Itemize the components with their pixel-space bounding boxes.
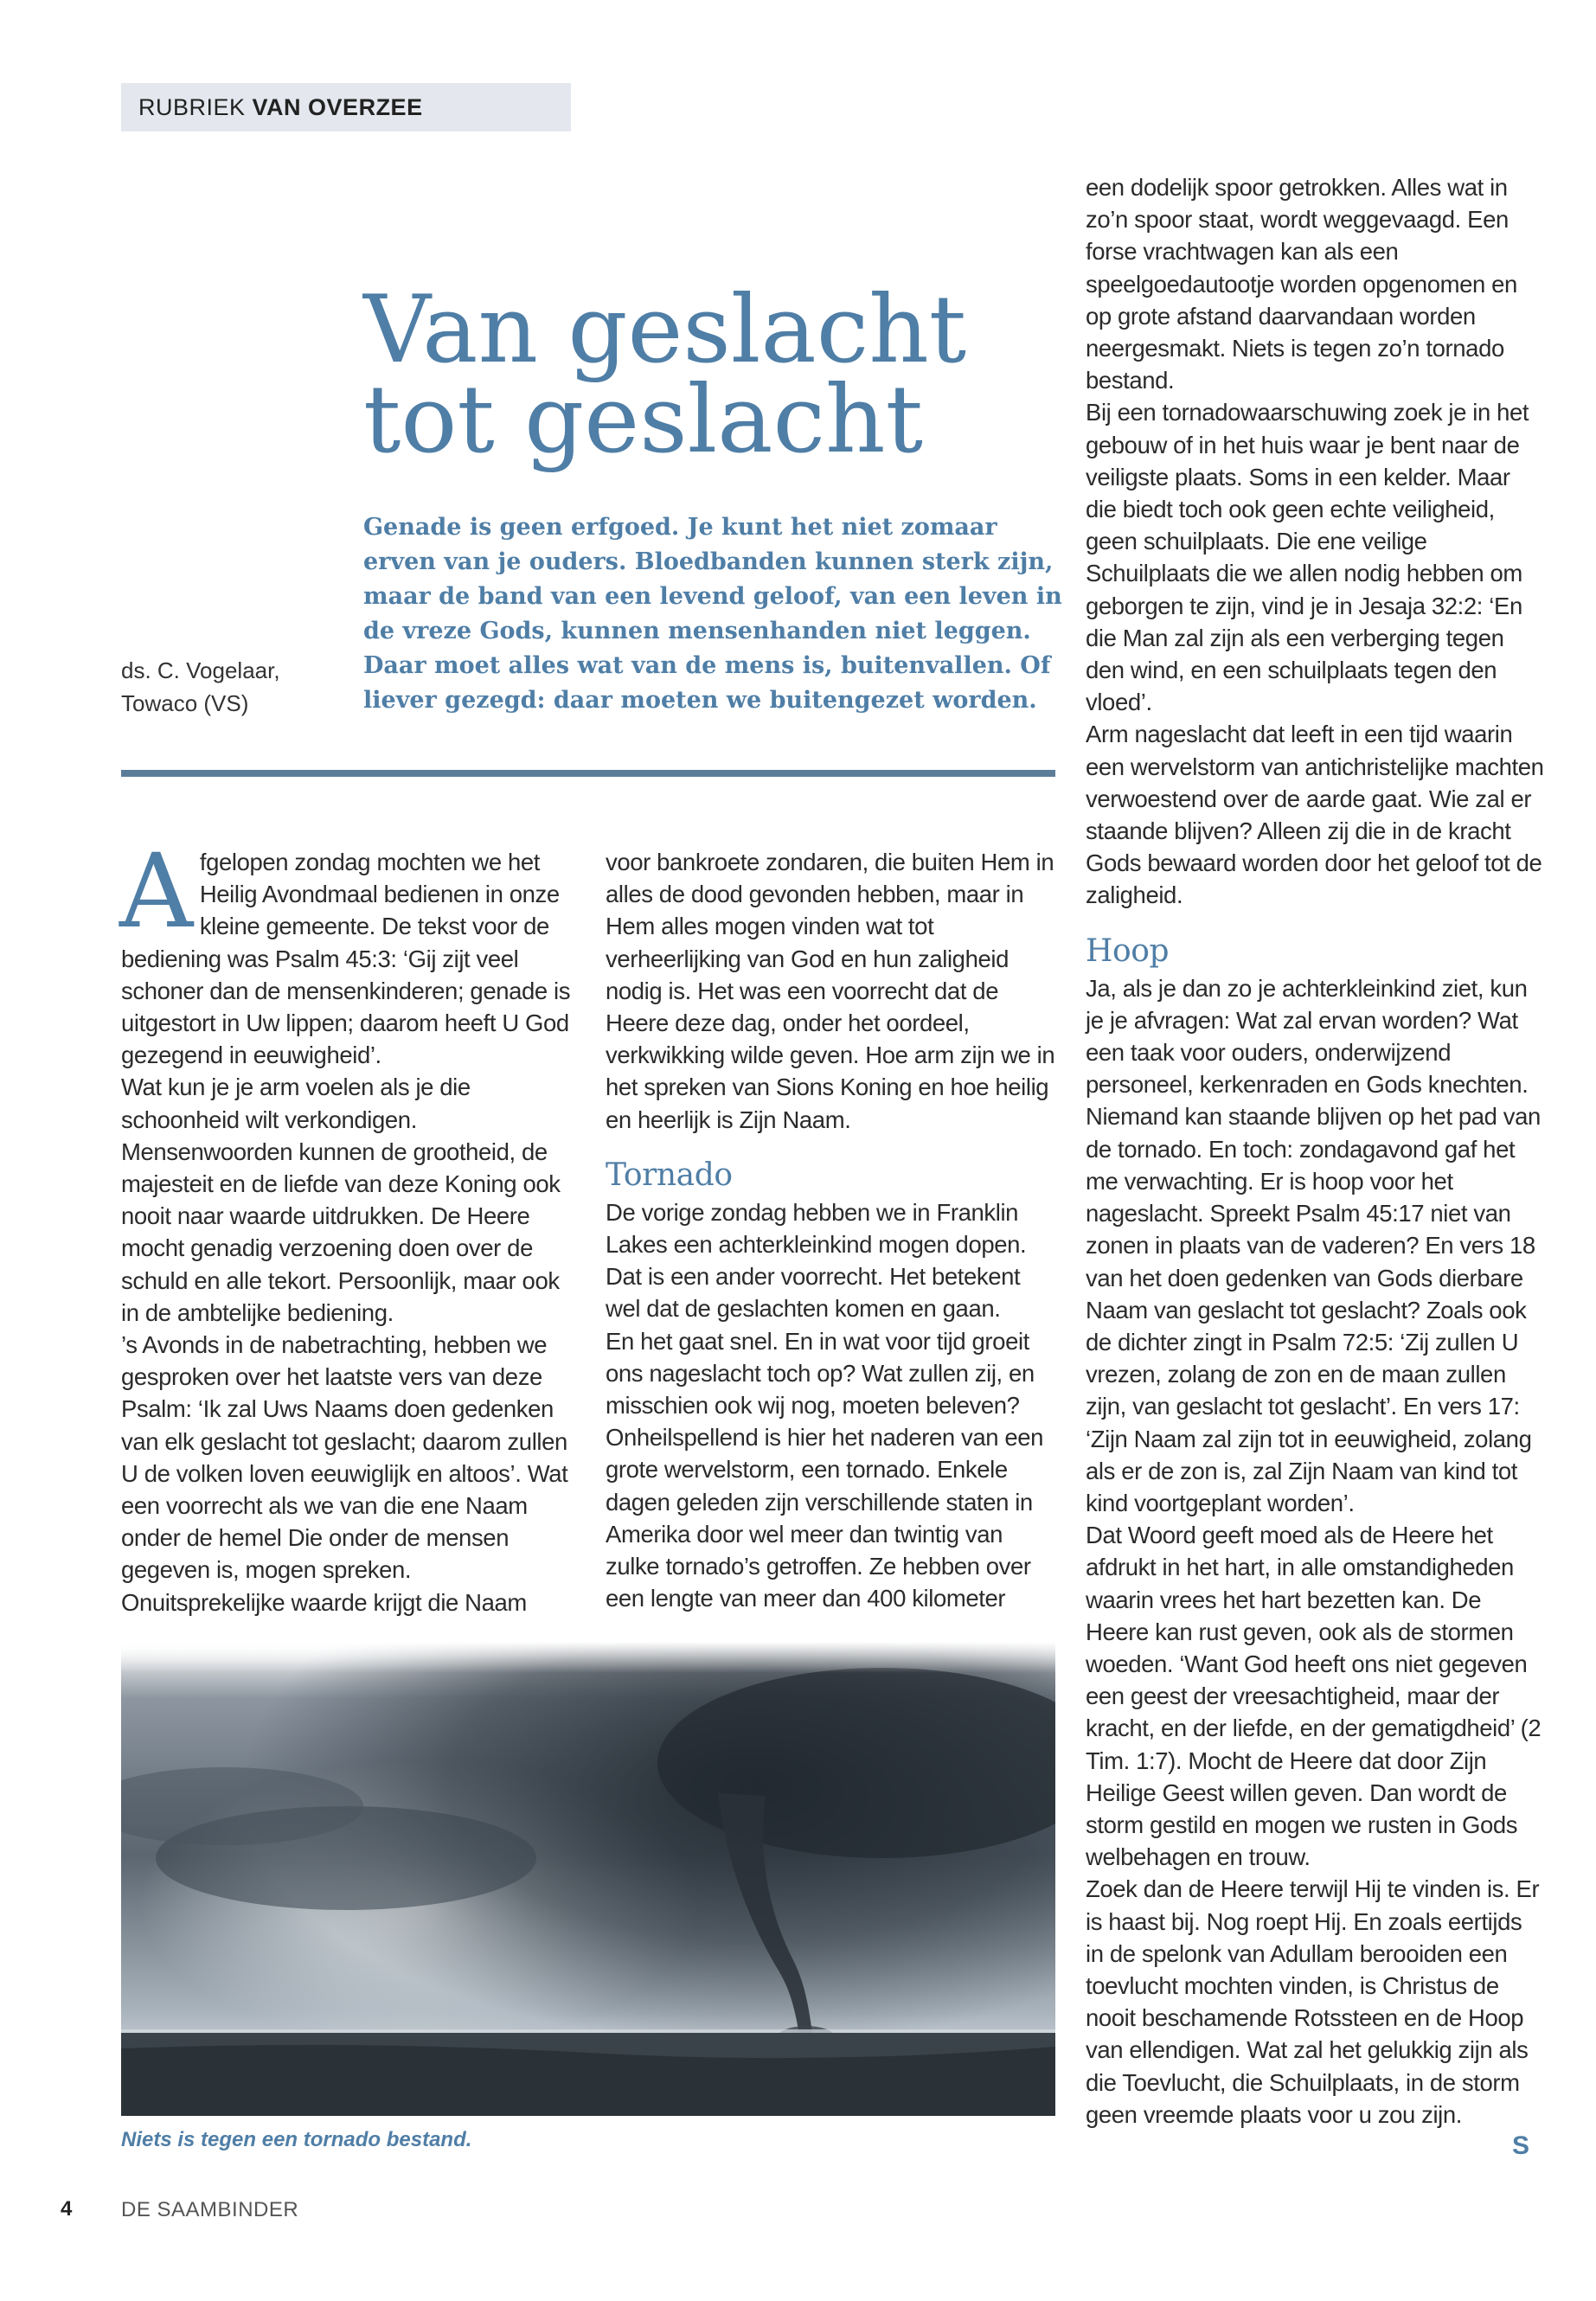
- paragraph: Bij een tornadowaarschuwing zoek je in het gebouw of in het huis waar je bent naar de veiligste plaats. Soms in een kelder. Maar die biedt toch ook geen echte veiligheid, geen schuilplaats. Die ene veilige Schuilplaats die we allen nodig hebben om geborgen te zijn, vind je in Jesaja 32:2: ‘En die Man zal zijn als een verberging tegen den wind, en een schuilplaats tegen den vloed’.: [1086, 399, 1529, 716]
- paragraph: Arm nageslacht dat leeft in een tijd waarin een wervelstorm van antichristelijke machten verwoestend over de aarde gaat. Wie zal er staande blijven? Alleen zij die in de kracht Gods bewaard worden door het geloof tot de zaligheid.: [1086, 721, 1544, 909]
- author-byline: [121, 654, 329, 720]
- paragraph: ’s Avonds in de nabetrachting, hebben we gesproken over het laatste vers van deze Psalm: ‘Ik zal Uws Naams doen gedenken van elk geslacht tot geslacht; daarom zullen U de volken loven eeuwiglijk en altoos’. Wat een voorrecht als we van die ene Naam onder de hemel Die onder de mensen gegeven is, mogen spreken. Onuitsprekelijke waarde krijgt die Naam: [121, 1331, 568, 1616]
- author-place: Towaco (VS): [121, 690, 249, 716]
- paragraph: En het gaat snel. En in wat voor tijd groeit ons nageslacht toch op? Wat zullen zij, en misschien ook wij nog, moeten beleven? Onheilspellend is hier het naderen van een grote wervelstorm, een tornado. Enkele dagen geleden zijn verschillende staten in Amerika door wel meer dan twintig van zulke tornado’s getroffen. Ze hebben over een lengte van meer dan 400 kilometer: [606, 1327, 1044, 1612]
- author-name: ds. C. Vogelaar,: [121, 657, 280, 683]
- drop-cap: A: [119, 831, 193, 951]
- paragraph: De vorige zondag hebben we in Franklin Lakes een achterkleinkind mogen dopen. Dat is een ander voorrecht. Het betekent wel dat de geslachten komen en gaan.: [606, 1198, 1027, 1323]
- title-line-1: Van geslacht: [363, 276, 967, 384]
- title-line-2: tot geslacht: [363, 366, 923, 474]
- subheading-hoop: Hoop: [1086, 933, 1170, 969]
- page-title: [363, 276, 1003, 474]
- subheading-tornado: Tornado: [606, 1157, 733, 1193]
- paragraph: Afgelopen zondag mochten we het Heilig Avondmaal bedienen in onze kleine gemeente. De tekst voor de bediening was Psalm 45:3: ‘Gij zijt veel schoner dan de mensenkinderen; genade is uitgestort in Uw lippen; daarom heeft U God gezegend in eeuwigheid’.: [119, 831, 571, 1069]
- page-number: 4: [61, 2197, 73, 2221]
- tornado-photo: [121, 1642, 1055, 2116]
- rubric-label: [121, 83, 571, 131]
- paragraph: Zoek dan de Heere terwijl Hij te vinden is. Er is haast bij. Nog roept Hij. En zoals eertijds in de spelonk van Adullam berooiden een toevlucht mochten vinden, is Christus de nooit beschamende Rotssteen en de Hoop van ellendigen. Wat zal het gelukkig zijn als die Toevlucht, die Schuilplaats, in de storm geen vreemde plaats voor u zou zijn.: [1086, 1875, 1540, 2128]
- photo-caption: Niets is tegen een tornado bestand.: [121, 2128, 472, 2151]
- article-column-2: [606, 846, 1055, 1614]
- article-column-1: [119, 831, 571, 1618]
- end-mark: S: [1512, 2131, 1530, 2160]
- rubric-name: VAN OVERZEE: [252, 94, 423, 120]
- paragraph: Dat Woord geeft moed als de Heere het afdrukt in het hart, in alle omstandigheden waarin vrees het hart bezetten kan. De Heere kan rust geven, ook als de stormen woeden. ‘Want God heeft ons niet gegeven een geest der vreesachtigheid, maar der kracht, en der liefde, en der gematigdheid’ (2 Tim. 1:7). Mocht de Heere dat door Zijn Heilige Geest willen geven. Dan wordt de storm gestild en mogen we rusten in Gods welbehagen en trouw.: [1086, 1522, 1542, 1871]
- magazine-name: DE SAAMBINDER: [121, 2198, 299, 2221]
- paragraph: Ja, als je dan zo je achterkleinkind ziet, kun je je afvragen: Wat zal ervan worden? Wat een taak voor ouders, onderwijzend personeel, kerkenraden en Gods knechten. Niemand kan staande blijven op het pad van de tornado. En toch: zondagavond gaf het me verwachting. Er is hoop voor het nageslacht. Spreekt Psalm 45:17 niet van zonen in plaats van de vaderen? En vers 18 van het doen gedenken van Gods dierbare Naam van geslacht tot geslacht? Zoals ook de dichter zingt in Psalm 72:5: ‘Zij zullen U vrezen, zolang de zon en de maan zullen zijn, van geslacht tot geslacht’. En vers 17: ‘Zijn Naam zal zijn tot in eeuwigheid, zolang als er de zon is, zal Zijn Naam van kind tot kind voortgeplant worden’.: [1086, 974, 1541, 1516]
- divider-rule: [121, 770, 1055, 777]
- paragraph: een dodelijk spoor getrokken. Alles wat in zo’n spoor staat, wordt weggevaagd. Een forse vrachtwagen kan als een speelgoedautootje worden opgenomen en op grote afstand daarvandaan worden neergesmakt. Niets is tegen zo’n tornado bestand.: [1086, 174, 1517, 394]
- paragraph: Wat kun je je arm voelen als je die schoonheid wilt verkondigen. Mensenwoorden kunnen de grootheid, de majesteit en de liefde van deze Koning ook nooit naar waarde uitdrukken. De Heere mocht genadig verzoening doen over de schuld en alle tekort. Persoonlijk, maar ook in de ambtelijke bediening.: [121, 1074, 561, 1326]
- article-column-3: [1086, 171, 1544, 2131]
- rubric-prefix: RUBRIEK: [138, 94, 246, 120]
- paragraph: voor bankroete zondaren, die buiten Hem in alles de dood gevonden hebben, maar in Hem alles mogen vinden wat tot verheerlijking van God en hun zaligheid nodig is. Het was een voorrecht dat de Heere deze dag, onder het oordeel, verkwikking wilde geven. Hoe arm zijn we in het spreken van Sions Koning en hoe heilig en heerlijk is Zijn Naam.: [606, 849, 1055, 1133]
- intro-lead: Genade is geen erfgoed. Je kunt het niet zomaar erven van je ouders. Bloedbanden kunnen sterk zijn, maar de band van een levend geloof, van een leven in de vreze Gods, kunnen mensenhanden niet leggen. Daar moet alles wat van de mens is, buitenvallen. Of liever gezegd: daar moeten we buitengezet worden.: [363, 514, 1062, 714]
